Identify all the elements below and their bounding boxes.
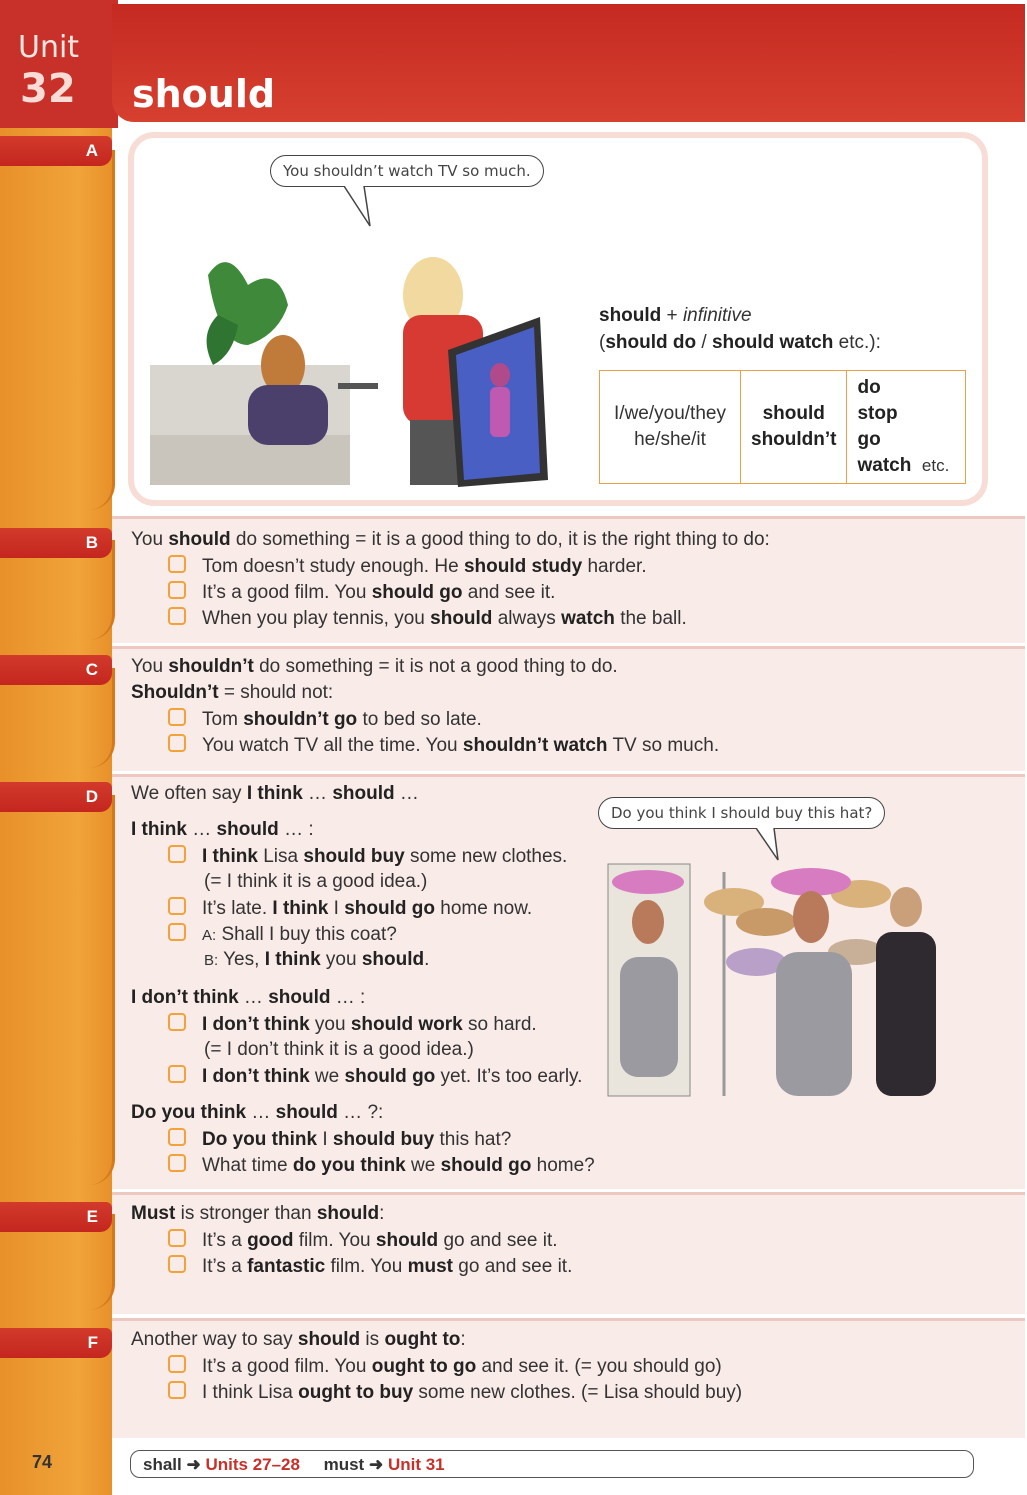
example-note: (= I think it is a good idea.) xyxy=(204,871,428,892)
tab-e: E xyxy=(0,1202,112,1232)
text: do you think xyxy=(292,1155,406,1176)
text: … : xyxy=(330,987,366,1008)
text: When you play tennis, you xyxy=(202,608,431,629)
divider xyxy=(112,1318,1025,1321)
text: should go xyxy=(344,898,435,919)
text: should work xyxy=(350,1014,463,1035)
text: TV so much. xyxy=(607,735,720,756)
text: shouldn’t go xyxy=(243,709,358,730)
text: = should not: xyxy=(218,682,334,703)
example xyxy=(168,1255,572,1278)
tab-a: A xyxy=(0,136,112,166)
section-c-definition xyxy=(131,682,333,704)
text: home now. xyxy=(434,898,533,919)
text: should xyxy=(316,1203,380,1224)
bullet-icon xyxy=(168,1381,186,1399)
bullet-icon xyxy=(168,708,186,726)
text: film. You xyxy=(325,1256,408,1277)
text: must xyxy=(407,1256,453,1277)
text: / xyxy=(696,332,712,353)
example xyxy=(168,1355,722,1378)
text: some new clothes. (= Lisa should buy) xyxy=(413,1382,743,1403)
text: should study xyxy=(463,556,583,577)
text: … : xyxy=(278,819,314,840)
text: It’s late. xyxy=(202,898,273,919)
text: : xyxy=(379,1203,385,1224)
text: Yes, xyxy=(218,949,265,970)
page-header xyxy=(112,4,1025,122)
text: It’s a xyxy=(202,1230,248,1251)
text: should xyxy=(762,403,825,424)
text: should xyxy=(268,987,331,1008)
text: … xyxy=(186,819,217,840)
link-units-27-28[interactable]: Units 27–28 xyxy=(205,1455,300,1474)
text: … xyxy=(238,987,269,1008)
example xyxy=(168,1381,742,1404)
text: It’s a good film. You xyxy=(202,1356,372,1377)
text: to bed so late. xyxy=(357,709,482,730)
unit-badge xyxy=(0,0,118,128)
section-d-intro xyxy=(131,783,419,805)
link-unit-31[interactable]: Unit 31 xyxy=(387,1455,445,1474)
text: you xyxy=(309,1014,351,1035)
text: should xyxy=(375,1230,439,1251)
text: shouldn’t watch xyxy=(462,735,608,756)
text: I xyxy=(328,898,345,919)
text: you xyxy=(320,949,362,970)
bullet-icon xyxy=(168,1355,186,1373)
example xyxy=(168,581,555,604)
text: Tom xyxy=(202,709,244,730)
text: is xyxy=(360,1329,385,1350)
text: Lisa xyxy=(257,846,304,867)
arrow-icon: ➜ xyxy=(186,1455,201,1474)
text: watch xyxy=(857,455,912,476)
text: You xyxy=(131,529,169,550)
text: good xyxy=(247,1230,294,1251)
divider xyxy=(112,774,1025,777)
text: I think xyxy=(246,783,303,804)
hat-shop-illustration xyxy=(606,862,941,1098)
pattern-text xyxy=(599,302,881,356)
divider xyxy=(112,516,1025,519)
text: go xyxy=(857,429,881,450)
text: he/she/it xyxy=(634,429,706,450)
subheading xyxy=(131,1102,383,1124)
tab-edge xyxy=(6,150,115,510)
bullet-icon xyxy=(168,555,186,573)
bullet-icon xyxy=(168,734,186,752)
page-number: 74 xyxy=(32,1452,53,1472)
text: must xyxy=(323,1455,365,1474)
text: is stronger than xyxy=(175,1203,317,1224)
text: You xyxy=(131,656,169,677)
text: I don’t think xyxy=(202,1066,310,1087)
text: we xyxy=(309,1066,345,1087)
tab-d: D xyxy=(0,782,112,812)
text: You watch TV all the time. You xyxy=(202,735,463,756)
bullet-icon xyxy=(168,581,186,599)
example xyxy=(168,555,647,578)
example-reply xyxy=(204,949,429,971)
text: ( xyxy=(599,332,606,353)
text: It’s a xyxy=(202,1256,248,1277)
example xyxy=(168,734,719,757)
text: It’s a good film. You xyxy=(202,582,372,603)
text: do something = it is not a good thing to do. xyxy=(253,656,618,677)
text: should go xyxy=(440,1155,532,1176)
text: I think xyxy=(264,949,321,970)
text: ought to buy xyxy=(298,1382,414,1403)
text: I think xyxy=(202,846,258,867)
text: I xyxy=(317,1129,333,1150)
text: should buy xyxy=(303,846,405,867)
verbs-cell xyxy=(847,371,966,484)
text: : xyxy=(460,1329,466,1350)
text: should xyxy=(168,529,231,550)
cross-reference-bar xyxy=(130,1450,974,1478)
text: + xyxy=(661,305,683,326)
text: Do you think xyxy=(202,1129,318,1150)
text: yet. It’s too early. xyxy=(435,1066,583,1087)
text: etc.): xyxy=(833,332,881,353)
text: Must xyxy=(131,1203,176,1224)
text: I don’t think xyxy=(202,1014,310,1035)
text: Do you think xyxy=(131,1102,247,1123)
tab-c: C xyxy=(0,655,112,685)
tab-b: B xyxy=(0,528,112,558)
bubble-tail xyxy=(752,828,786,864)
text: should go xyxy=(344,1066,436,1087)
example xyxy=(168,923,397,946)
text: should go xyxy=(371,582,463,603)
example xyxy=(168,1154,595,1177)
example xyxy=(168,845,567,868)
text: and see it. xyxy=(462,582,556,603)
section-c-intro xyxy=(131,656,618,678)
text: fantastic xyxy=(247,1256,326,1277)
bullet-icon xyxy=(168,923,186,941)
text: always xyxy=(492,608,562,629)
text: we xyxy=(405,1155,441,1176)
text: harder. xyxy=(582,556,647,577)
section-f-intro xyxy=(131,1329,466,1351)
text: and see it. (= you should go) xyxy=(476,1356,722,1377)
text: should xyxy=(430,608,493,629)
text: should do xyxy=(605,332,697,353)
tv-scene-illustration xyxy=(148,255,558,487)
speech-bubble: You shouldn’t watch TV so much. xyxy=(270,155,544,187)
text: etc. xyxy=(921,456,950,475)
bullet-icon xyxy=(168,1229,186,1247)
subheading xyxy=(131,819,314,841)
text: some new clothes. xyxy=(404,846,568,867)
text: shouldn’t xyxy=(751,429,837,450)
bullet-icon xyxy=(168,1128,186,1146)
text: do something = it is a good thing to do, it is the right thing to do: xyxy=(230,529,770,550)
text: Another way to say xyxy=(131,1329,298,1350)
text: should xyxy=(216,819,279,840)
example xyxy=(168,1229,558,1252)
arrow-icon: ➜ xyxy=(368,1455,384,1474)
text: should xyxy=(275,1102,338,1123)
text: should xyxy=(297,1329,361,1350)
text: go and see it. xyxy=(453,1256,573,1277)
text: B: xyxy=(204,952,219,969)
text: stop xyxy=(857,403,898,424)
bullet-icon xyxy=(168,1013,186,1031)
example-note: (= I don’t think it is a good idea.) xyxy=(204,1039,474,1060)
bullet-icon xyxy=(168,1154,186,1172)
text: I don’t think xyxy=(131,987,239,1008)
text: so hard. xyxy=(462,1014,537,1035)
example xyxy=(168,1128,511,1151)
subheading xyxy=(131,987,365,1009)
bubble-tail xyxy=(340,186,380,230)
text: do xyxy=(857,377,881,398)
text: I think xyxy=(272,898,329,919)
tab-edge xyxy=(6,795,115,1185)
bullet-icon xyxy=(168,1255,186,1273)
text: go and see it. xyxy=(438,1230,558,1251)
text: home? xyxy=(531,1155,595,1176)
text: the ball. xyxy=(614,608,687,629)
speech-bubble: Do you think I should buy this hat? xyxy=(598,797,885,829)
section-e-intro xyxy=(131,1203,384,1225)
text: … xyxy=(394,783,419,804)
subjects-cell xyxy=(600,371,741,484)
unit-number: 32 xyxy=(20,66,76,112)
example xyxy=(168,607,687,630)
section-b-intro xyxy=(131,529,770,551)
bullet-icon xyxy=(168,897,186,915)
tab-f: F xyxy=(0,1328,112,1358)
bullet-icon xyxy=(168,845,186,863)
page-title: should xyxy=(132,72,276,116)
text: should xyxy=(599,305,662,326)
divider xyxy=(112,1192,1025,1195)
text: film. You xyxy=(293,1230,376,1251)
bullet-icon xyxy=(168,1065,186,1083)
text: Tom doesn’t study enough. He xyxy=(202,556,464,577)
example xyxy=(168,1013,537,1036)
text: should xyxy=(361,949,425,970)
example xyxy=(168,708,482,731)
text: watch xyxy=(561,608,615,629)
text: … ?: xyxy=(337,1102,384,1123)
text: shall xyxy=(143,1455,182,1474)
unit-word: Unit xyxy=(18,30,80,65)
text: should buy xyxy=(332,1129,435,1150)
text: A: xyxy=(202,927,217,944)
text: I/we/you/they xyxy=(614,403,726,424)
text: shouldn’t xyxy=(168,656,254,677)
text: Shall I buy this coat? xyxy=(216,924,397,945)
text: … xyxy=(246,1102,276,1123)
example xyxy=(168,897,532,920)
text: We often say xyxy=(131,783,247,804)
bullet-icon xyxy=(168,607,186,625)
form-table xyxy=(599,370,966,484)
text: . xyxy=(424,949,430,970)
text: Shouldn’t xyxy=(131,682,219,703)
text: this hat? xyxy=(434,1129,512,1150)
text: What time xyxy=(202,1155,293,1176)
text: ought to xyxy=(384,1329,461,1350)
modal-cell xyxy=(741,371,847,484)
text: should xyxy=(332,783,395,804)
example xyxy=(168,1065,582,1088)
text: I think Lisa xyxy=(202,1382,299,1403)
text: infinitive xyxy=(682,305,752,326)
text: … xyxy=(302,783,333,804)
text: ought to go xyxy=(371,1356,477,1377)
divider xyxy=(112,646,1025,649)
text: should watch xyxy=(711,332,834,353)
text: I think xyxy=(131,819,187,840)
